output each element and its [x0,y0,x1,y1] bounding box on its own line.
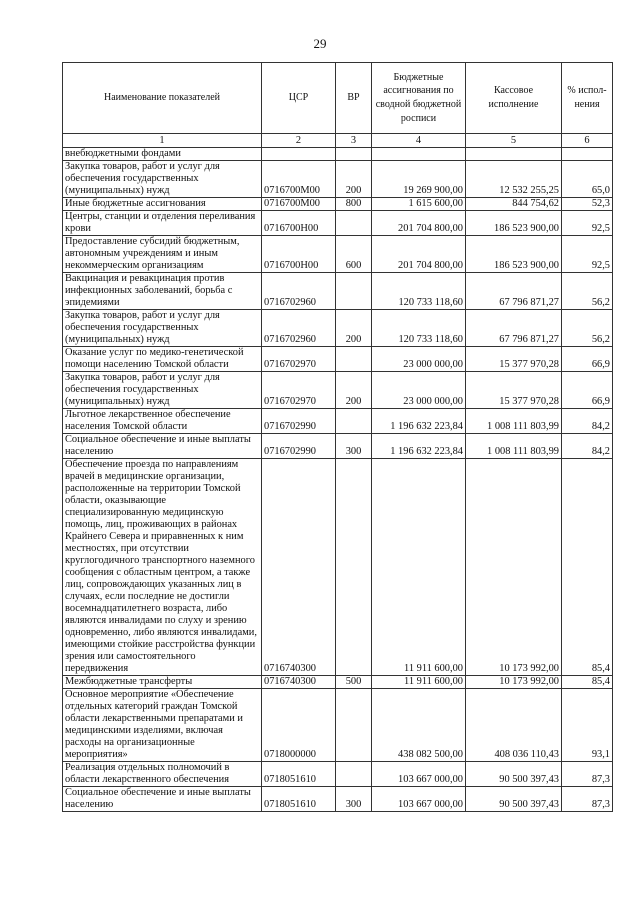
header-csr: ЦСР [262,63,336,134]
row-name-cell: Социальное обеспечение и иные выплаты населению [63,787,262,812]
row-percent-cell: 85,4 [562,676,613,689]
row-percent-cell: 85,4 [562,459,613,676]
table-row [63,310,613,347]
row-percent-cell: 66,9 [562,372,613,409]
row-cash-cell: 186 523 900,00 [466,211,562,236]
row-vr-cell: 300 [336,434,372,459]
row-csr-cell: 0716700М00 [262,161,336,198]
row-budget-cell [372,148,466,161]
row-cash-cell: 844 754,62 [466,198,562,211]
row-vr-cell: 300 [336,787,372,812]
row-csr-cell: 0716702970 [262,347,336,372]
row-cash-cell: 12 532 255,25 [466,161,562,198]
table-row [63,409,613,434]
row-budget-cell: 103 667 000,00 [372,762,466,787]
row-vr-cell [336,409,372,434]
row-name-cell: Реализация отдельных полномочий в области лекарственного обеспечения [63,762,262,787]
row-vr-cell: 200 [336,310,372,347]
row-cash-cell [466,148,562,161]
row-cash-cell: 408 036 110,43 [466,689,562,762]
table-row [63,273,613,310]
table-row [63,762,613,787]
row-percent-cell: 92,5 [562,211,613,236]
row-budget-cell: 201 704 800,00 [372,211,466,236]
row-percent-cell: 92,5 [562,236,613,273]
row-percent-cell: 84,2 [562,409,613,434]
row-vr-cell: 600 [336,236,372,273]
table-header-row [63,63,613,134]
header-vr: ВР [336,63,372,134]
row-name-cell: внебюджетными фондами [63,148,262,161]
row-percent-cell: 87,3 [562,762,613,787]
row-budget-cell: 1 615 600,00 [372,198,466,211]
header-cash: Кассовое исполнение [466,63,562,134]
table-row [63,347,613,372]
column-number-row [63,134,613,148]
row-csr-cell: 0716700М00 [262,198,336,211]
row-vr-cell [336,459,372,676]
header-budget: Бюджетные ассигнования по сводной бюджетной росписи [372,63,466,134]
column-number: 1 [63,134,262,148]
row-csr-cell: 0716702960 [262,273,336,310]
row-budget-cell: 1 196 632 223,84 [372,434,466,459]
row-csr-cell: 0716740300 [262,676,336,689]
row-csr-cell: 0716702970 [262,372,336,409]
row-cash-cell: 90 500 397,43 [466,787,562,812]
header-percent: % испол-нения [562,63,613,134]
column-number: 2 [262,134,336,148]
row-name-cell: Вакцинация и ревакцинация против инфекционных заболеваний, борьба с эпидемиями [63,273,262,310]
table-row [63,211,613,236]
row-percent-cell: 52,3 [562,198,613,211]
row-cash-cell: 1 008 111 803,99 [466,434,562,459]
row-budget-cell: 201 704 800,00 [372,236,466,273]
table-row [63,161,613,198]
budget-execution-table [62,62,613,812]
row-percent-cell: 65,0 [562,161,613,198]
row-vr-cell [336,148,372,161]
row-name-cell: Иные бюджетные ассигнования [63,198,262,211]
row-name-cell: Социальное обеспечение и иные выплаты населению [63,434,262,459]
row-vr-cell: 500 [336,676,372,689]
row-cash-cell: 10 173 992,00 [466,676,562,689]
row-name-cell: Закупка товаров, работ и услуг для обеспечения государственных (муниципальных) нужд [63,310,262,347]
column-number: 3 [336,134,372,148]
row-csr-cell: 0718051610 [262,762,336,787]
row-csr-cell: 0716700Н00 [262,236,336,273]
row-percent-cell: 87,3 [562,787,613,812]
row-cash-cell: 67 796 871,27 [466,310,562,347]
table-row [63,148,613,161]
row-vr-cell [336,347,372,372]
column-number: 6 [562,134,613,148]
row-budget-cell: 23 000 000,00 [372,347,466,372]
row-percent-cell: 56,2 [562,310,613,347]
row-budget-cell: 11 911 600,00 [372,676,466,689]
row-percent-cell: 93,1 [562,689,613,762]
row-vr-cell [336,211,372,236]
row-vr-cell [336,689,372,762]
row-vr-cell: 200 [336,372,372,409]
row-vr-cell: 800 [336,198,372,211]
row-csr-cell: 0718051610 [262,787,336,812]
table-row [63,198,613,211]
row-budget-cell: 23 000 000,00 [372,372,466,409]
row-name-cell: Межбюджетные трансферты [63,676,262,689]
row-budget-cell: 19 269 900,00 [372,161,466,198]
row-percent-cell: 66,9 [562,347,613,372]
row-cash-cell: 1 008 111 803,99 [466,409,562,434]
row-percent-cell: 56,2 [562,273,613,310]
row-vr-cell [336,273,372,310]
row-cash-cell: 10 173 992,00 [466,459,562,676]
row-budget-cell: 103 667 000,00 [372,787,466,812]
table-row [63,372,613,409]
row-csr-cell [262,148,336,161]
row-name-cell: Льготное лекарственное обеспечение населения Томской области [63,409,262,434]
column-number: 5 [466,134,562,148]
row-csr-cell: 0716702990 [262,409,336,434]
row-vr-cell [336,762,372,787]
row-budget-cell: 1 196 632 223,84 [372,409,466,434]
header-name: Наименование показателей [63,63,262,134]
row-name-cell: Предоставление субсидий бюджетным, автономным учреждениям и иным некоммерческим организациям [63,236,262,273]
row-csr-cell: 0716702960 [262,310,336,347]
row-name-cell: Закупка товаров, работ и услуг для обеспечения государственных (муниципальных) нужд [63,161,262,198]
row-budget-cell: 120 733 118,60 [372,273,466,310]
table-row [63,434,613,459]
row-name-cell: Закупка товаров, работ и услуг для обеспечения государственных (муниципальных) нужд [63,372,262,409]
page-number: 29 [313,36,327,51]
row-name-cell: Обеспечение проезда по направлениям врачей в медицинские организации, расположенные на территории Томской области, оказывающие специализированную медицинскую помощь, лиц, проживающих в районах Крайнего Севера и приравненных к ним местностях, при отсутствии круглогодичного транспортного наземного сообщения с областным центром, а также лиц, сопровождающих указанных лиц в случаях, если последние не достигли восемнадцатилетнего возраста, либо являются инвалидами по слуху и зрению одновременно, либо являются инвалидами, имеющими стойкие расстройства функции зрения или самостоятельного передвижения [63,459,262,676]
row-cash-cell: 90 500 397,43 [466,762,562,787]
table-row [63,676,613,689]
row-cash-cell: 15 377 970,28 [466,347,562,372]
row-name-cell: Центры, станции и отделения переливания крови [63,211,262,236]
table-row [63,459,613,676]
row-budget-cell: 120 733 118,60 [372,310,466,347]
row-budget-cell: 438 082 500,00 [372,689,466,762]
row-percent-cell [562,148,613,161]
row-cash-cell: 67 796 871,27 [466,273,562,310]
column-number: 4 [372,134,466,148]
table-row [63,689,613,762]
row-cash-cell: 15 377 970,28 [466,372,562,409]
row-vr-cell: 200 [336,161,372,198]
row-name-cell: Оказание услуг по медико-генетической помощи населению Томской области [63,347,262,372]
row-csr-cell: 0716702990 [262,434,336,459]
row-csr-cell: 0718000000 [262,689,336,762]
table-row [63,787,613,812]
row-csr-cell: 0716700Н00 [262,211,336,236]
row-percent-cell: 84,2 [562,434,613,459]
table-row [63,236,613,273]
row-cash-cell: 186 523 900,00 [466,236,562,273]
row-name-cell: Основное мероприятие «Обеспечение отдельных категорий граждан Томской области лекарственными препаратами и медицинскими изделиями, включая расходы на организационные мероприятия» [63,689,262,762]
row-csr-cell: 0716740300 [262,459,336,676]
row-budget-cell: 11 911 600,00 [372,459,466,676]
